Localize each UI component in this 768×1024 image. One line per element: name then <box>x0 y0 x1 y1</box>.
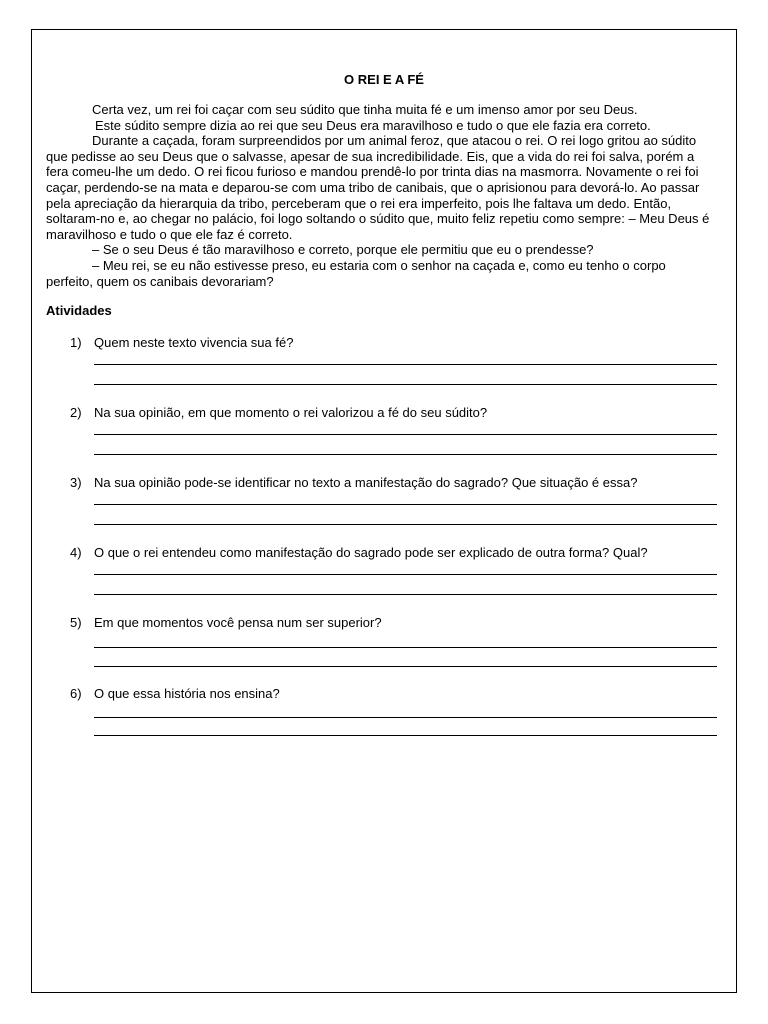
question-text: Na sua opinião, em que momento o rei valorizou a fé do seu súdito? <box>94 405 488 420</box>
story-paragraph: Certa vez, um rei foi caçar com seu súdito que tinha muita fé e um imenso amor por seu Deus. <box>92 102 638 117</box>
story-paragraph: Durante a caçada, foram surpreendidos por um animal feroz, que atacou o rei. O rei logo gritou ao súdito que pedisse ao seu Deus que o salvasse, apesar de sua incredibilidade. Eis, que a vida do rei foi salva, porém a fera comeu-lhe um dedo. O rei ficou furioso e mandou prendê-lo por trinta dias na masmorra. Novamente o rei foi caçar, perdendo-se na mata e deparou-se com uma tribo de canibais, que o aprisionou para devorá-lo. Ao passar pela apreciação da hierarquia da tribo, perceberam que o rei era imperfeito, pois lhe faltava um dedo. Então, soltaram-no e, ao chegar no palácio, foi logo soltando o súdito que, muito feliz repetiu como sempre: – Meu Deus é maravilhoso e tudo o que ele faz é correto. <box>46 133 710 242</box>
story-paragraph: Este súdito sempre dizia ao rei que seu Deus era maravilhoso e tudo o que ele fazia era correto. <box>95 117 651 133</box>
answer-line[interactable] <box>94 384 717 385</box>
story-text <box>46 102 716 289</box>
answer-line[interactable] <box>94 434 717 435</box>
answer-line[interactable] <box>94 504 717 505</box>
answer-line[interactable] <box>94 574 717 575</box>
question-number: 2) <box>70 405 82 420</box>
activities-heading: Atividades <box>46 303 112 318</box>
answer-line[interactable] <box>94 717 717 718</box>
question-text: O que o rei entendeu como manifestação do sagrado pode ser explicado de outra forma? Qual? <box>94 545 648 560</box>
answer-line[interactable] <box>94 364 717 365</box>
question-text: Em que momentos você pensa num ser superior? <box>94 615 382 630</box>
question-text: Quem neste texto vivencia sua fé? <box>94 335 294 350</box>
question-number: 6) <box>70 686 82 701</box>
story-paragraph: – Meu rei, se eu não estivesse preso, eu estaria com o senhor na caçada e, como eu tenho o corpo perfeito, quem os canibais devorariam? <box>46 257 666 289</box>
answer-line[interactable] <box>94 647 717 648</box>
page-title: O REI E A FÉ <box>344 72 424 87</box>
question-text: O que essa história nos ensina? <box>94 686 280 701</box>
question-number: 4) <box>70 545 82 560</box>
question-number: 1) <box>70 335 82 350</box>
answer-line[interactable] <box>94 594 717 595</box>
answer-line[interactable] <box>94 454 717 455</box>
answer-line[interactable] <box>94 524 717 525</box>
answer-line[interactable] <box>94 666 717 667</box>
story-paragraph: – Se o seu Deus é tão maravilhoso e correto, porque ele permitiu que eu o prendesse? <box>92 242 594 258</box>
question-number: 5) <box>70 615 82 630</box>
question-number: 3) <box>70 475 82 490</box>
question-text: Na sua opinião pode-se identificar no texto a manifestação do sagrado? Que situação é essa? <box>94 475 638 490</box>
answer-line[interactable] <box>94 735 717 736</box>
